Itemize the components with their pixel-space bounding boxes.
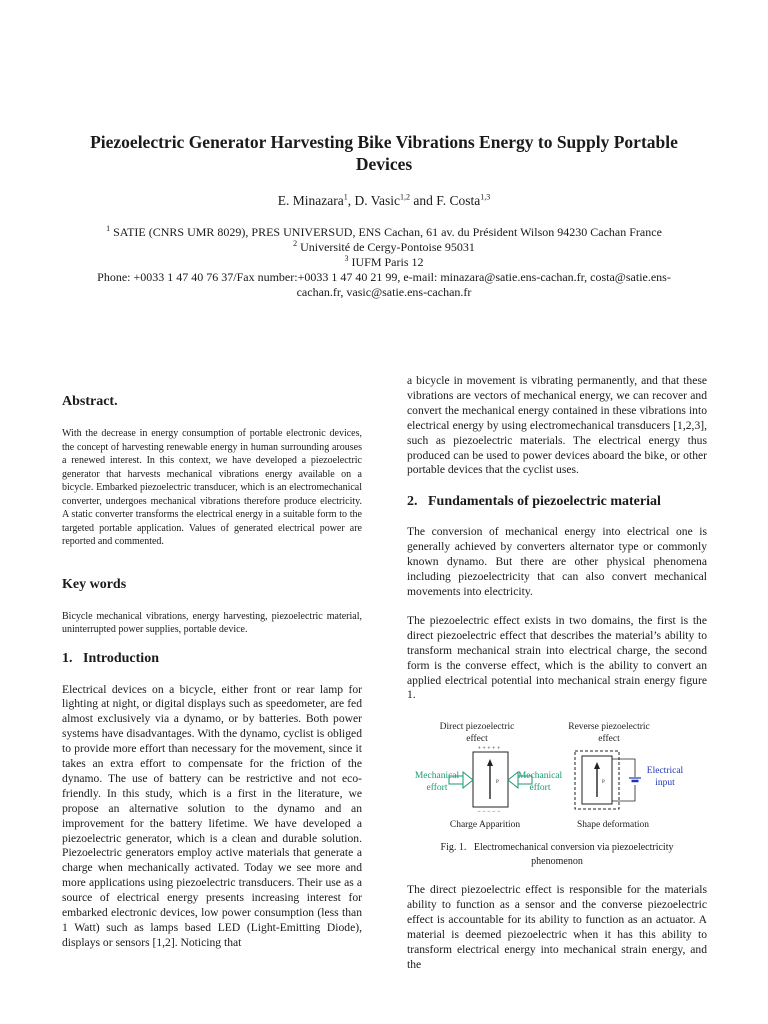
section-2-paragraph: The direct piezoelectric effect is responsible for the materials ability to function as a sensor and the converse piezoelectric effect is accountable for its ability to function as an actuator. A material is deemed piezoelectric when it has this ability to transform electrical energy into mechanical strain energy, and the <box>407 883 707 971</box>
direct-effect-title: effect <box>466 734 488 745</box>
intro-continuation-text: a bicycle in movement is vibrating permanently, and that these vibrations are vectors of mechanical energy, we can recover and convert the mechanical energy contained in these vibrations into electrical energy by using electromechanical transducers [1,2,3], such as piezoelectric materials. The electrical energy thus produced can be used to power devices aboard the bike, or other portable devices that the cyclist uses. <box>407 374 707 477</box>
affil-mark: 3 <box>344 254 349 263</box>
contact-line: cachan.fr, vasic@satie.ens-cachan.fr <box>296 285 472 299</box>
author-affil-mark: 1,2 <box>400 192 411 202</box>
figure-1 <box>407 719 707 831</box>
left-column <box>62 374 362 951</box>
author-name: E. Minazara <box>277 193 344 208</box>
positive-charges: + + + + + <box>477 746 501 753</box>
electrical-input-label: input <box>655 778 675 789</box>
abstract-heading: Abstract. <box>62 394 118 409</box>
section-2-paragraph: The conversion of mechanical energy into electrical one is generally achieved by converters alternator type or commonly known dynamo. But there are other physical phenomena including piezoelectricity that can also convert mechanical movements into electricity. <box>407 525 707 598</box>
polarization-label: P <box>602 780 605 786</box>
affil-mark: 1 <box>106 224 111 233</box>
reverse-effect-title: Reverse piezoelectric <box>568 722 650 733</box>
shape-deformation-label: Shape deformation <box>576 820 650 831</box>
affiliations <box>50 225 718 300</box>
mechanical-effort-label: Mechanical <box>517 771 563 782</box>
mechanical-effort-label: effort <box>426 783 448 794</box>
author-separator: and <box>410 193 437 208</box>
author-affil-mark: 1 <box>343 192 348 202</box>
right-column <box>407 374 707 973</box>
polarization-arrowhead <box>487 759 493 766</box>
mechanical-effort-label: effort <box>529 783 551 794</box>
figure-caption <box>407 841 707 869</box>
electrical-input-circuit <box>612 759 641 801</box>
affiliation-text: Université de Cergy-Pontoise 95031 <box>297 240 475 254</box>
abstract-text: With the decrease in energy consumption of portable electronic devices, the concept of harvesting renewable energy in human surrounding arouses a renewed interest. In this context, we have developed a piezoelectric generator that harvests mechanical vibrations energy available on a bicycle. Embarked piezoelectric transducer, which is an electromechanical converter, undergoes mechanical vibrations therefore produce electricity. A static converter transforms the electrical energy in a suitable form to the targeted portable application. Values of generated electrical power are reported and commented. <box>62 428 362 547</box>
figure-caption-line: phenomenon <box>531 856 583 868</box>
affiliation-line <box>50 255 718 270</box>
figure-caption-line: Fig. 1. Electromechanical conversion via piezoelectricity <box>440 842 674 854</box>
introduction-heading: 1. Introduction <box>62 650 159 666</box>
author-name: F. Costa <box>436 193 481 208</box>
mechanical-effort-label: Mechanical <box>414 771 460 782</box>
affiliation-line <box>50 240 718 255</box>
author-separator: , <box>347 193 355 208</box>
affiliation-text: SATIE (CNRS UMR 8029), PRES UNIVERSUD, ENS Cachan, 61 av. du Président Wilson 94230 Cachan France <box>110 225 662 239</box>
negative-charges: − − − − − <box>477 809 501 816</box>
reverse-effect-title: effect <box>598 734 620 745</box>
affiliation-text: IUFM Paris 12 <box>348 255 424 269</box>
section-2-paragraph: The piezoelectric effect exists in two domains, the first is the direct piezoelectric effect that describes the material’s ability to transform mechanical strain into electrical charge, the second form is the converse effect, which is the ability to convert an applied electrical potential into mechanical strain energy figure 1. <box>407 613 707 702</box>
paper-title: Piezoelectric Generator Harvesting Bike Vibrations Energy to Supply Portable Devices <box>90 132 678 174</box>
direct-effect-title: Direct piezoelectric <box>439 722 515 733</box>
polarization-label: P <box>496 780 499 786</box>
author-affil-mark: 1,3 <box>480 192 491 202</box>
polarization-arrowhead <box>594 762 600 769</box>
keywords-text: Bicycle mechanical vibrations, energy harvesting, piezoelectric material, uninterrupted power supplies, portable device. <box>62 610 362 635</box>
affiliation-line <box>50 225 718 240</box>
contact-line: Phone: +0033 1 47 40 76 37/Fax number:+0033 1 47 40 21 99, e-mail: minazara@satie.ens-cachan.fr, costa@satie.ens- <box>97 270 671 284</box>
section-2-heading: 2. Fundamentals of piezoelectric material <box>407 494 661 510</box>
electrical-input-label: Electrical <box>646 766 684 777</box>
figure-1-diagram <box>407 719 707 831</box>
introduction-text: Electrical devices on a bicycle, either front or rear lamp for lighting at night, or digital displays such as speedometer, are fed almost exclusively via a dynamo, or by batteries. Both power systems have disadvantages. With the dynamo, cyclist is obliged to provide more effort than necessary for the movement, since it takes an extra effort to compensate for the friction of the dynamo. The use of battery can be restrictive and not eco-friendly. In this study, which is a first in the literature, we propose an alternative solution to the dynamo and an improvement for the battery lifetime. We have developed a piezoelectric generator, which is a clean and durable solution. Piezoelectric generators employ active materials that generate a charge when mechanically activated. Today we see more and more applications using piezoelectric transducers. Their use as a source of electrical energy presents increasing interest for embarked electronic devices, low power consumption (less than 1 Watt) such as lamps based LED (Light-Emitting Diode), displays or sensors [1,2]. Noticing that <box>62 682 362 949</box>
author-line <box>60 193 708 209</box>
charge-apparition-label: Charge Apparition <box>449 820 521 831</box>
author-name: D. Vasic <box>354 193 401 208</box>
keywords-heading: Key words <box>62 576 127 592</box>
affil-mark: 2 <box>293 239 298 248</box>
